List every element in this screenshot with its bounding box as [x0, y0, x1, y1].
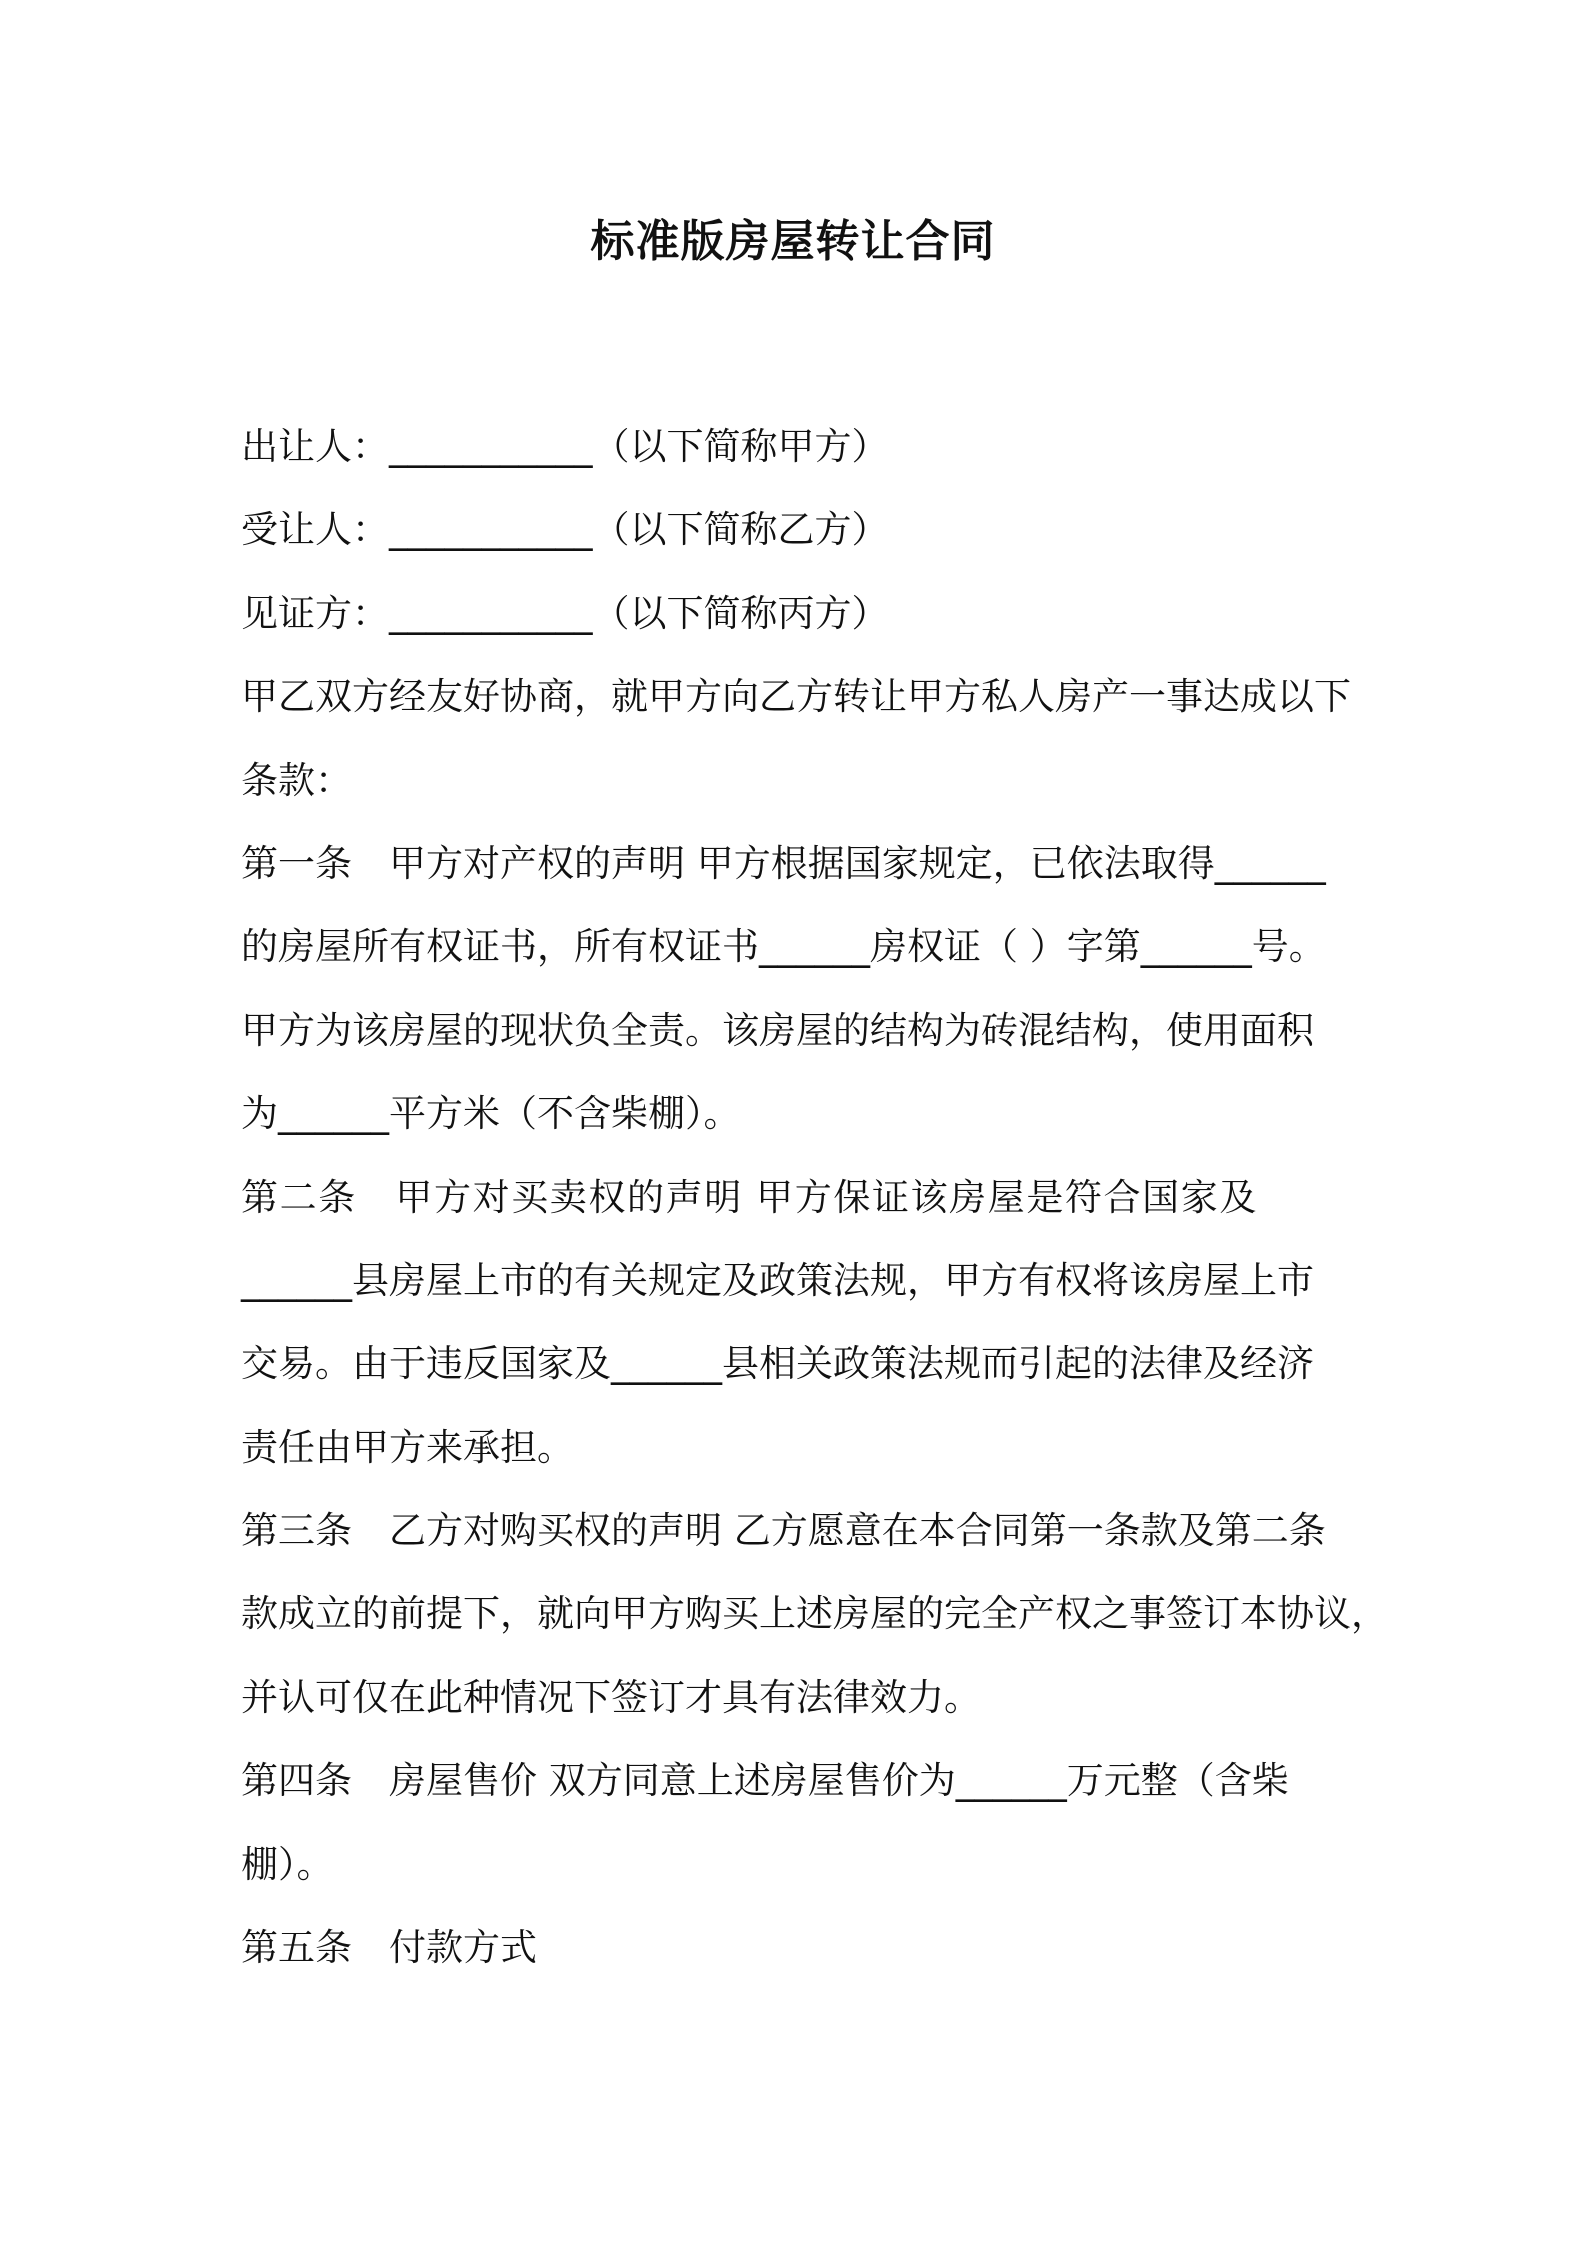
line-seller: 出让人：___________（以下简称甲方）	[241, 425, 889, 468]
article-3-line-1: 第三条 乙方对购买权的声明 乙方愿意在本合同第一条款及第二条	[241, 1509, 1326, 1553]
article-2-line-2: ______县房屋上市的有关规定及政策法规，甲方有权将该房屋上市	[241, 1258, 1314, 1302]
article-1-line-4: 为______平方米（不含柴棚）。	[241, 1092, 741, 1136]
article-1-line-1: 第一条 甲方对产权的声明 甲方根据国家规定，已依法取得______	[241, 841, 1326, 885]
article-2-line-1: 第二条 甲方对买卖权的声明 甲方保证该房屋是符合国家及	[241, 1175, 1258, 1219]
contract-body	[241, 405, 1388, 1989]
article-1-line-2: 的房屋所有权证书，所有权证书______房权证（ ）字第______号。	[241, 925, 1326, 969]
article-2-line-3: 交易。由于违反国家及______县相关政策法规而引起的法律及经济	[241, 1342, 1314, 1386]
article-5-line-1: 第五条 付款方式	[241, 1926, 537, 1970]
article-4-line-1: 第四条 房屋售价 双方同意上述房屋售价为______万元整（含柴	[241, 1759, 1289, 1803]
line-buyer: 受让人：___________（以下简称乙方）	[241, 508, 889, 552]
preamble-line-2: 条款：	[241, 758, 352, 802]
article-3-line-3: 并认可仅在此种情况下签订才具有法律效力。	[241, 1675, 981, 1719]
document-title: 标准版房屋转让合同	[590, 216, 996, 267]
article-3-line-2: 款成立的前提下，就向甲方购买上述房屋的完全产权之事签订本协议，	[241, 1592, 1388, 1636]
article-2-line-4: 责任由甲方来承担。	[241, 1425, 574, 1469]
article-4-line-2: 棚）。	[241, 1842, 334, 1886]
preamble-line-1: 甲乙双方经友好协商，就甲方向乙方转让甲方私人房产一事达成以下	[241, 675, 1351, 719]
line-witness: 见证方：___________（以下简称丙方）	[241, 591, 889, 635]
article-1-line-3: 甲方为该房屋的现状负全责。该房屋的结构为砖混结构，使用面积	[241, 1008, 1314, 1052]
